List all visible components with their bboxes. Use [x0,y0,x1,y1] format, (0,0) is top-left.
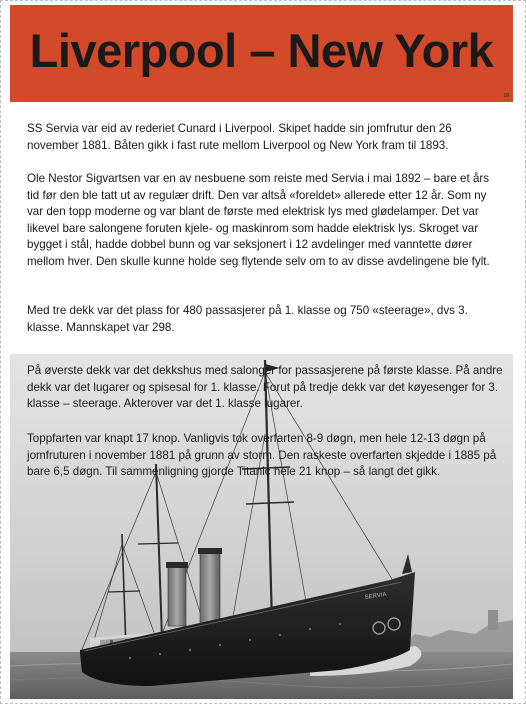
page-number: 19 [503,93,509,99]
paragraph-intro: SS Servia var eid av rederiet Cunard i Liverpool. Skipet hadde sin jomfrutur den 26 november 1881. Båten gikk i fast rute mellom Liverpool og New York fram til 1893. [27,122,452,152]
page-title: Liverpool – New York [29,24,494,77]
hull-name-label: SERVIA [364,591,387,601]
paragraph-capacity: Med tre dekk var det plass for 480 passasjerer på 1. klasse og 750 «steerage», dvs 3. klasse. Mannskapet var 298. [27,304,468,334]
paragraph-speed: Toppfarten var knapt 17 knop. Vanligvis tok overfarten 8-9 døgn, men hele 12-13 døgn på jomfruturen i november 1881 på grunn av storm. Den raskeste overfarten skjedde i 1885 på bare 6,5 døgn. Til sammenligning gjorde Titanic hele 21 knop – så langt det gikk. [27,432,497,478]
paragraph-decks: På øverste dekk var det dekkshus med salonger for passasjerene på første klasse. På andre dekk var det lugarer og spisesal for 1. klasse. Forut på tredje dekk var det køyesenger for 3. klasse – steerage. Akterover var det 1. klasse lugarer. [27,364,503,410]
paragraph-ole-nestor: Ole Nestor Sigvartsen var en av nesbuene som reiste med Servia i mai 1892 – bare et års tid før den ble tatt ut av regulær drift. Den var altså «foreldet» allerede etter 12 år. Som ny var den topp moderne og var blant de første med elektrisk lys med glødelamper. Det var likevel bare salongene foruten kjele- og maskinrom som hadde elektrisk lys. Skroget var bygget i stål, hadde dobbel bunn og var seksjonert i 12 avdelinger med vanntette dører mellom hver. Den skulle kunne holde seg flytende selv om to av disse avdelingene ble fylt. [27,172,490,268]
title-banner [10,5,513,102]
